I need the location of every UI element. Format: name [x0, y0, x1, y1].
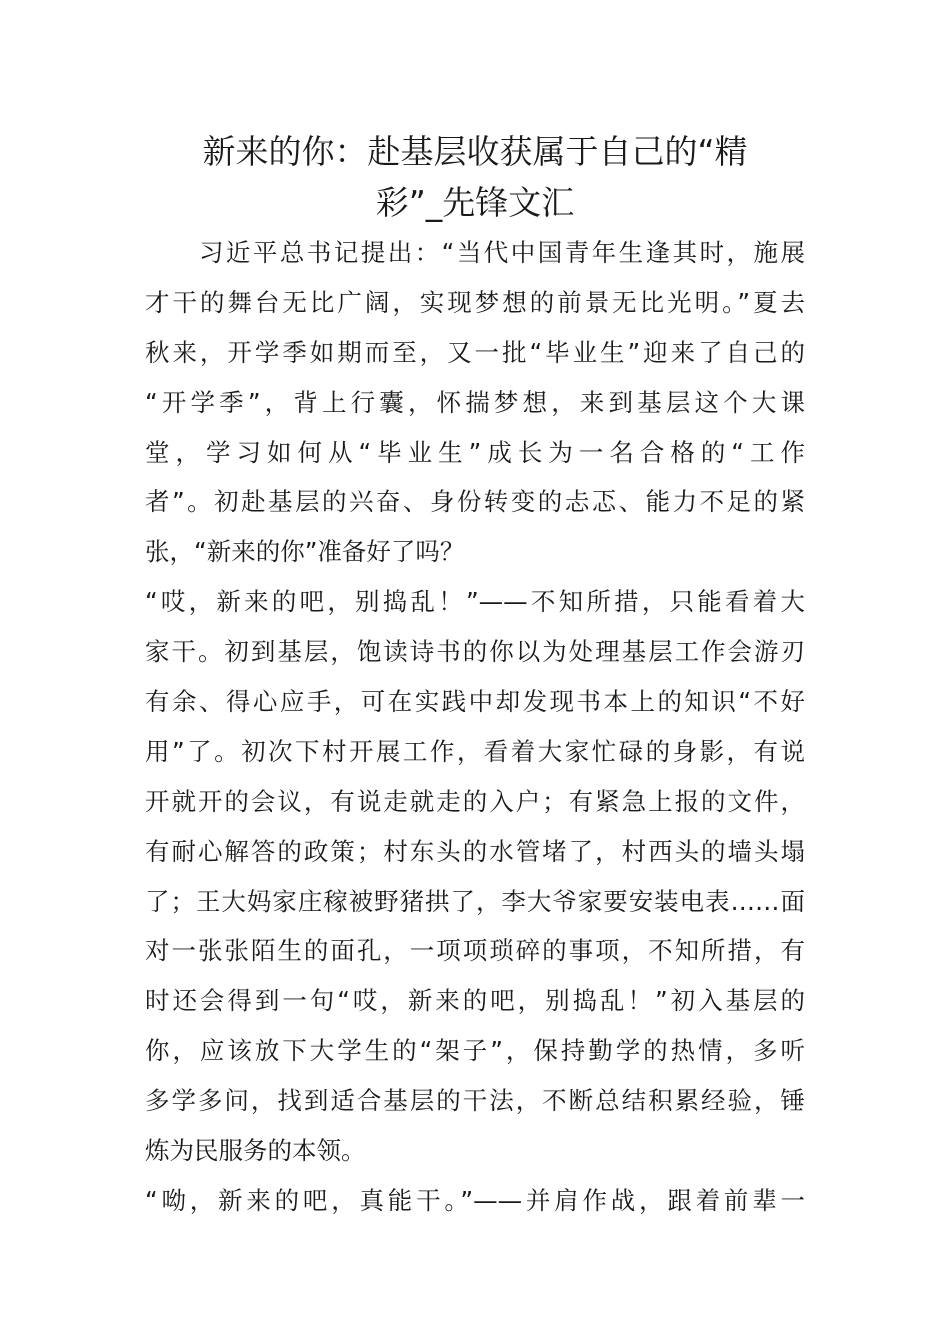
text-line: 才干的舞台无比广阔，实现梦想的前景无比光明。”夏去	[145, 287, 805, 317]
text-line: 开就开的会议，有说走就走的入户；有紧急上报的文件，	[145, 786, 805, 816]
text-line: 堂，学习如何从“毕业生”成长为一名合格的“工作	[145, 437, 805, 467]
text-line: “开学季”，背上行囊，怀揣梦想，来到基层这个大课	[145, 387, 805, 417]
document-body	[145, 228, 805, 1226]
text-line: 用”了。初次下村开展工作，看着大家忙碌的身影，有说	[145, 736, 805, 766]
text-line: 者”。初赴基层的兴奋、身份转变的忐忑、能力不足的紧	[145, 487, 805, 517]
text-line: 炼为民服务的本领。	[145, 1136, 366, 1166]
text-line: 家干。初到基层，饱读诗书的你以为处理基层工作会游刃	[145, 637, 805, 667]
text-line: 时还会得到一句“哎，新来的吧，别捣乱！”初入基层的	[145, 986, 805, 1016]
text-line: 了；王大妈家庄稼被野猪拱了，李大爷家要安装电表……面	[145, 886, 805, 916]
title-line-2: 彩”_先锋文汇	[375, 183, 575, 222]
text-line: 对一张张陌生的面孔，一项项琐碎的事项，不知所措，有	[145, 936, 805, 966]
text-line: “呦，新来的吧，真能干。”——并肩作战，跟着前辈一	[145, 1185, 805, 1215]
document-title	[145, 126, 805, 228]
text-line: 有耐心解答的政策；村东头的水管堵了，村西头的墙头塌	[145, 836, 805, 866]
text-line: 张，“新来的你”准备好了吗？	[145, 537, 465, 567]
text-line: 多学多问，找到适合基层的干法，不断总结积累经验，锤	[145, 1086, 805, 1116]
text-line: 有余、得心应手，可在实践中却发现书本上的知识“不好	[145, 687, 805, 717]
text-line: 秋来，开学季如期而至，又一批“毕业生”迎来了自己的	[145, 337, 805, 367]
text-line: 习近平总书记提出：“当代中国青年生逢其时，施展	[145, 238, 805, 267]
text-line: “哎，新来的吧，别捣乱！”——不知所措，只能看着大	[145, 587, 805, 617]
title-line-1: 新来的你：赴基层收获属于自己的“精	[202, 132, 748, 171]
text-line: 你，应该放下大学生的“架子”，保持勤学的热情，多听	[145, 1036, 805, 1066]
